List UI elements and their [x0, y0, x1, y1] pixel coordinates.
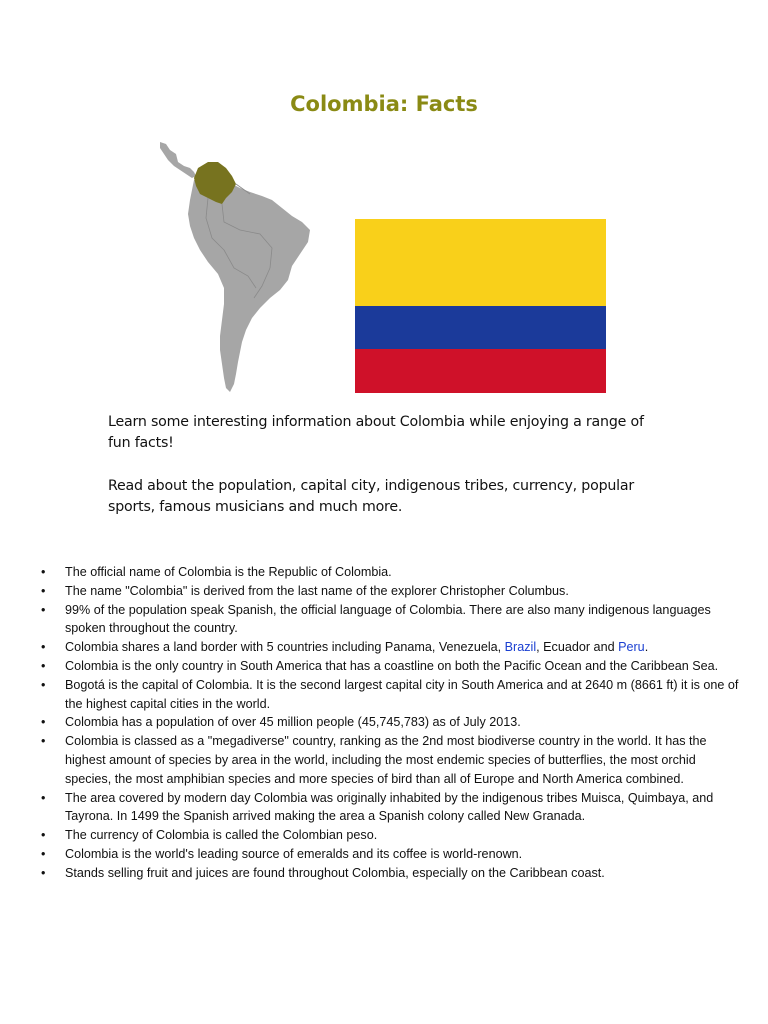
page-title: Colombia: Facts: [290, 92, 478, 116]
brazil-link[interactable]: Brazil: [504, 640, 537, 655]
fact-text: Bogotá is the capital of Colombia. It is the second largest capital city in South America and at 2640 m (8661 ft) it is one of the highest capital cities in the world.: [65, 677, 739, 711]
intro-text: [108, 412, 668, 540]
flag-stripe-blue: [355, 306, 606, 349]
bullet: •: [41, 658, 46, 673]
list-item: [41, 676, 741, 714]
fact-text: Colombia is classed as a "megadiverse" country, ranking as the 2nd most biodiverse country in the world. It has the highest amount of species by area in the world, including the most endemic species of butterflies, the most orchid species, the most amphibian species and more species of bird than all of Europe and North America combined.: [65, 734, 707, 786]
fact-text: The currency of Colombia is called the Colombian peso.: [65, 828, 378, 843]
fact-text: .: [644, 640, 649, 655]
bullet: •: [41, 583, 46, 598]
bullet: •: [41, 715, 46, 730]
bullet: •: [41, 565, 46, 579]
peru-link[interactable]: Peru: [618, 640, 645, 655]
bullet: •: [41, 734, 46, 749]
fact-text: The name "Colombia" is derived from the last name of the explorer Christopher Columbus.: [65, 583, 569, 598]
intro-paragraph: Read about the population, capital city, indigenous tribes, currency, popular sports, famous musicians and much more.: [108, 478, 635, 515]
fact-text: Colombia has a population of over 45 million people (45,745,783) as of July 2013.: [65, 715, 521, 730]
bullet: •: [41, 846, 46, 861]
fact-text: Colombia shares a land border with 5 countries including Panama, Venezuela,: [65, 640, 505, 655]
fact-text: Colombia is the only country in South America that has a coastline on both the Pacific Ocean and the Caribbean Sea.: [65, 658, 719, 673]
list-item: [41, 732, 741, 788]
colombia-flag: [355, 219, 606, 393]
list-item: [41, 638, 741, 657]
list-item: [41, 563, 741, 582]
south-america-landmass: [188, 178, 310, 392]
bullet: •: [41, 865, 46, 880]
fact-text: Stands selling fruit and juices are found throughout Colombia, especially on the Caribbean coast.: [65, 865, 605, 880]
list-item: [41, 789, 741, 827]
central-america-landmass: [160, 142, 196, 178]
flag-stripe-yellow: [355, 219, 606, 306]
flag-stripe-red: [355, 349, 606, 393]
bullet: •: [41, 640, 46, 655]
list-item: [41, 582, 741, 601]
fact-text: The area covered by modern day Colombia was originally inhabited by the indigenous tribes Muisca, Quimbaya, and Tayrona. In 1499 the Spanish arrived making the area a Spanish colony called New Granada.: [65, 790, 714, 824]
list-item: [41, 657, 741, 676]
south-america-map: [150, 138, 350, 398]
fact-text: Colombia is the world's leading source of emeralds and its coffee is world-renown.: [65, 846, 523, 861]
list-item: [41, 713, 741, 732]
fact-text: , Ecuador and: [536, 640, 619, 655]
fact-text: The official name of Colombia is the Republic of Colombia.: [65, 565, 392, 579]
bullet: •: [41, 602, 46, 617]
facts-list: [41, 563, 741, 883]
bullet: •: [41, 677, 46, 692]
bullet: •: [41, 828, 46, 843]
list-item: [41, 845, 741, 864]
list-item: [41, 826, 741, 845]
fact-text: 99% of the population speak Spanish, the official language of Colombia. There are also many indigenous languages spoken throughout the country.: [65, 602, 711, 636]
intro-paragraph: Learn some interesting information about Colombia while enjoying a range of fun facts!: [108, 414, 644, 451]
bullet: •: [41, 790, 46, 805]
list-item: [41, 601, 741, 639]
list-item: [41, 864, 741, 883]
